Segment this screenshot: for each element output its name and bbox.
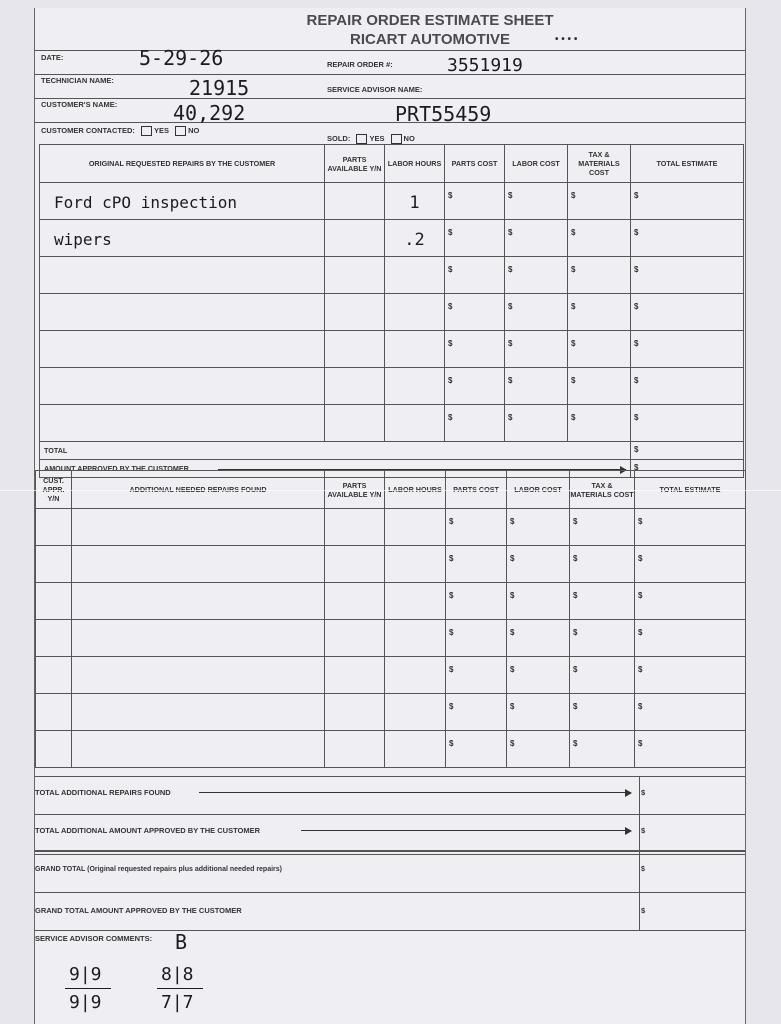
additional-repairs-table xyxy=(35,470,746,768)
table-row xyxy=(36,657,746,694)
total-estimate-cell: $ xyxy=(635,657,746,694)
parts-available-cell xyxy=(325,294,385,331)
total-estimate-cell: $ xyxy=(631,220,744,257)
total-additional-approved-label: TOTAL ADDITIONAL AMOUNT APPROVED BY THE CUSTOMER xyxy=(35,826,261,835)
tax-cost-cell: $ xyxy=(570,546,635,583)
sold-label: SOLD: xyxy=(327,134,351,143)
table-row xyxy=(40,405,744,442)
paper-fold xyxy=(0,490,781,491)
table-row xyxy=(36,546,746,583)
labor-cost-cell: $ xyxy=(507,583,570,620)
tally-2-bottom: 7|7 xyxy=(161,992,194,1013)
table-row xyxy=(40,183,744,220)
total-estimate-cell: $ xyxy=(635,583,746,620)
arrow-icon xyxy=(301,830,631,831)
contacted-no-checkbox[interactable] xyxy=(175,126,186,136)
tax-cost-cell: $ xyxy=(570,731,635,768)
parts-cost-cell: $ xyxy=(446,731,507,768)
parts-cost-cell: $ xyxy=(445,368,505,405)
tally-1-top: 9|9 xyxy=(69,964,102,985)
sold-yes-checkbox[interactable] xyxy=(356,134,367,144)
col-labor-hours: LABOR HOURS xyxy=(385,145,445,183)
labor-cost-cell: $ xyxy=(507,546,570,583)
table-row xyxy=(40,368,744,405)
table-row xyxy=(36,583,746,620)
technician-label: TECHNICIAN NAME: xyxy=(41,76,114,85)
parts-cost-cell: $ xyxy=(446,620,507,657)
sold-no-checkbox[interactable] xyxy=(391,134,402,144)
parts-cost-cell: $ xyxy=(445,405,505,442)
table-row xyxy=(40,257,744,294)
parts-available-cell xyxy=(325,183,385,220)
labor-hours-value: .2 xyxy=(385,220,445,257)
header-rule xyxy=(35,98,745,99)
tax-cost-cell: $ xyxy=(570,583,635,620)
col-parts-available: PARTS AVAILABLE Y/N xyxy=(325,471,385,509)
technician-value: 21915 xyxy=(189,76,250,100)
approved-value: $ xyxy=(631,460,744,478)
tax-cost-cell: $ xyxy=(570,620,635,657)
customer-label: CUSTOMER'S NAME: xyxy=(41,100,118,109)
repair-description xyxy=(40,294,325,331)
parts-cost-cell: $ xyxy=(445,331,505,368)
total-estimate-cell: $ xyxy=(635,731,746,768)
stray-marks: • • • • xyxy=(555,34,578,45)
date-value: 5-29-26 xyxy=(139,46,224,70)
labor-cost-cell: $ xyxy=(505,331,568,368)
repair-order-value: 3551919 xyxy=(447,55,523,76)
approved-label: AMOUNT APPROVED BY THE CUSTOMER xyxy=(44,464,189,473)
col-parts-available: PARTS AVAILABLE Y/N xyxy=(325,145,385,183)
grand-approved-label: GRAND TOTAL AMOUNT APPROVED BY THE CUSTOMER xyxy=(35,906,242,915)
parts-available-cell xyxy=(325,405,385,442)
total-additional-approved-value: $ xyxy=(641,826,646,835)
col-total-estimate: TOTAL ESTIMATE xyxy=(635,471,746,509)
col-tax-materials: TAX & MATERIALS COST xyxy=(570,471,635,509)
customer-extra-value: PRT55459 xyxy=(395,102,492,126)
tally-2-line xyxy=(157,988,203,989)
tally-1-line xyxy=(65,988,111,989)
tax-cost-cell: $ xyxy=(570,657,635,694)
tax-cost-cell: $ xyxy=(568,294,631,331)
comments-label: SERVICE ADVISOR COMMENTS: xyxy=(35,934,153,943)
total-value: $ xyxy=(631,442,744,460)
col-cust-appr: CUST. APPR. Y/N xyxy=(36,471,72,509)
labor-cost-cell: $ xyxy=(507,657,570,694)
repair-description xyxy=(40,405,325,442)
tax-cost-cell: $ xyxy=(568,257,631,294)
labor-hours-cell xyxy=(385,294,445,331)
col-requested-repairs: ORIGINAL REQUESTED REPAIRS BY THE CUSTOMER xyxy=(40,145,325,183)
labor-cost-cell: $ xyxy=(507,620,570,657)
labor-cost-cell: $ xyxy=(505,405,568,442)
total-estimate-cell: $ xyxy=(631,257,744,294)
no-label: NO xyxy=(188,126,200,135)
parts-cost-cell: $ xyxy=(446,583,507,620)
tax-cost-cell: $ xyxy=(568,220,631,257)
form-title: REPAIR ORDER ESTIMATE SHEET xyxy=(306,12,554,29)
labor-cost-cell: $ xyxy=(507,694,570,731)
total-estimate-cell: $ xyxy=(631,294,744,331)
total-estimate-cell: $ xyxy=(635,694,746,731)
repair-description xyxy=(40,257,325,294)
labor-hours-cell xyxy=(385,368,445,405)
tax-cost-cell: $ xyxy=(568,331,631,368)
labor-hours-value: 1 xyxy=(385,183,445,220)
total-estimate-cell: $ xyxy=(631,368,744,405)
totals-rule xyxy=(35,930,745,931)
tax-cost-cell: $ xyxy=(568,405,631,442)
company-name: RICART AUTOMOTIVE xyxy=(350,31,510,48)
col-labor-cost: LABOR COST xyxy=(507,471,570,509)
table-row xyxy=(36,694,746,731)
total-label: TOTAL xyxy=(40,442,631,460)
total-additional-found-value: $ xyxy=(641,788,646,797)
date-label: DATE: xyxy=(41,53,64,62)
labor-cost-cell: $ xyxy=(507,509,570,546)
parts-cost-cell: $ xyxy=(446,546,507,583)
yes-label: YES xyxy=(369,134,385,143)
grand-total-value: $ xyxy=(641,866,645,873)
parts-available-cell xyxy=(325,220,385,257)
parts-cost-cell: $ xyxy=(445,183,505,220)
repair-description xyxy=(40,368,325,405)
service-advisor-label: SERVICE ADVISOR NAME: xyxy=(327,85,423,94)
repair-description: wipers xyxy=(40,220,325,257)
total-additional-found-label: TOTAL ADDITIONAL REPAIRS FOUND xyxy=(35,788,171,797)
labor-cost-cell: $ xyxy=(505,220,568,257)
repair-description xyxy=(40,331,325,368)
grand-approved-value: $ xyxy=(641,906,646,915)
total-estimate-cell: $ xyxy=(631,183,744,220)
table-row xyxy=(36,731,746,768)
col-labor-cost: LABOR COST xyxy=(505,145,568,183)
total-estimate-cell: $ xyxy=(635,509,746,546)
parts-cost-cell: $ xyxy=(446,694,507,731)
contacted-yes-checkbox[interactable] xyxy=(141,126,152,136)
arrow-icon xyxy=(199,792,631,793)
contacted-label: CUSTOMER CONTACTED: xyxy=(41,126,135,135)
total-estimate-cell: $ xyxy=(631,331,744,368)
parts-cost-cell: $ xyxy=(445,257,505,294)
table-row xyxy=(40,331,744,368)
col-additional-repairs: ADDITIONAL NEEDED REPAIRS FOUND xyxy=(72,471,325,509)
labor-hours-cell xyxy=(385,331,445,368)
labor-cost-cell: $ xyxy=(505,183,568,220)
tax-cost-cell: $ xyxy=(570,509,635,546)
table-row xyxy=(40,294,744,331)
labor-cost-cell: $ xyxy=(507,731,570,768)
parts-cost-cell: $ xyxy=(445,294,505,331)
parts-cost-cell: $ xyxy=(446,509,507,546)
totals-divider xyxy=(639,776,640,930)
labor-hours-cell xyxy=(385,257,445,294)
customer-contacted xyxy=(41,126,199,136)
header-rule xyxy=(35,74,745,75)
parts-available-cell xyxy=(325,257,385,294)
total-estimate-cell: $ xyxy=(631,405,744,442)
parts-available-cell xyxy=(325,368,385,405)
tally-1-bottom: 9|9 xyxy=(69,992,102,1013)
table-row xyxy=(36,620,746,657)
parts-cost-cell: $ xyxy=(446,657,507,694)
tax-cost-cell: $ xyxy=(568,368,631,405)
col-tax-materials: TAX & MATERIALS COST xyxy=(568,145,631,183)
requested-repairs-table xyxy=(39,144,744,478)
table-row xyxy=(40,220,744,257)
yes-label: YES xyxy=(153,126,169,135)
sold-field xyxy=(327,134,415,144)
tax-cost-cell: $ xyxy=(570,694,635,731)
no-label: NO xyxy=(403,134,415,143)
repair-order-label: REPAIR ORDER #: xyxy=(327,60,393,69)
labor-cost-cell: $ xyxy=(505,368,568,405)
customer-value: 40,292 xyxy=(173,101,246,125)
header-rule xyxy=(35,122,745,123)
col-total-estimate: TOTAL ESTIMATE xyxy=(631,145,744,183)
parts-cost-cell: $ xyxy=(445,220,505,257)
total-estimate-cell: $ xyxy=(635,620,746,657)
tally-2-top: 8|8 xyxy=(161,964,194,985)
estimate-sheet xyxy=(34,8,746,1024)
parts-available-cell xyxy=(325,331,385,368)
total-estimate-cell: $ xyxy=(635,546,746,583)
table-row xyxy=(36,509,746,546)
col-parts-cost: PARTS COST xyxy=(445,145,505,183)
total-row xyxy=(40,442,744,460)
grand-total-label: GRAND TOTAL (Original requested repairs plus additional needed repairs) xyxy=(35,866,282,873)
tax-cost-cell: $ xyxy=(568,183,631,220)
col-labor-hours: LABOR HOURS xyxy=(385,471,446,509)
labor-cost-cell: $ xyxy=(505,257,568,294)
col-parts-cost: PARTS COST xyxy=(446,471,507,509)
repair-description: Ford cPO inspection xyxy=(40,183,325,220)
labor-cost-cell: $ xyxy=(505,294,568,331)
labor-hours-cell xyxy=(385,405,445,442)
comment-mark-b: B xyxy=(175,930,188,954)
